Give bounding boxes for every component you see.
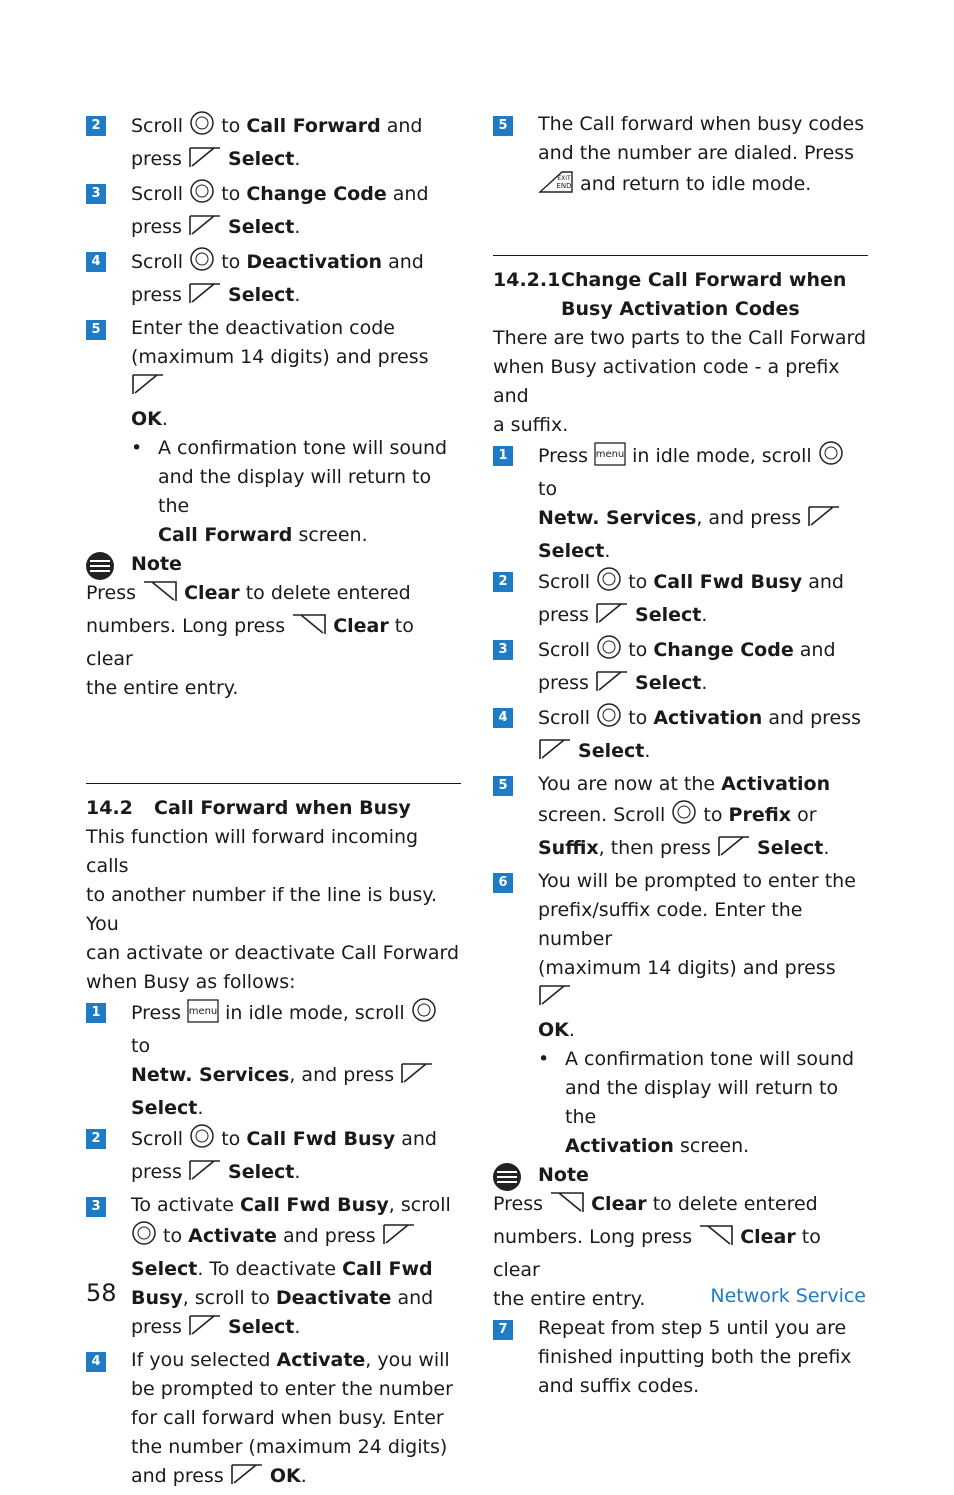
step-number: 4: [86, 252, 106, 272]
scroll-wheel-icon: [131, 1220, 157, 1255]
note-title: Note: [86, 550, 461, 579]
step-3: 3 Scroll to Change Code and press Select.: [86, 178, 461, 246]
softkey-icon: [595, 601, 629, 634]
step-number: 3: [86, 184, 106, 204]
step-1: 1 Press menu in idle mode, scroll to Netw. Services, and press Select.: [86, 997, 461, 1123]
scroll-wheel-icon: [596, 634, 622, 669]
softkey-icon: [538, 983, 572, 1016]
step-number: 5: [493, 116, 513, 136]
softkey-icon: [538, 737, 572, 770]
note-icon: [493, 1163, 521, 1191]
step-4: 4 Scroll to Activation and press Select.: [493, 702, 868, 770]
step-number: 4: [493, 708, 513, 728]
note-icon: [86, 552, 114, 580]
scroll-wheel-icon: [596, 566, 622, 601]
softkey-icon: [717, 834, 751, 867]
svg-text:menu: menu: [595, 449, 625, 460]
step-6: 6 You will be prompted to enter the prefix/suffix code. Enter the number (maximum 14 digits) and press OK. • A confirmation tone will sound and the display will return to the Activation screen.: [493, 867, 868, 1161]
softkey-icon: [188, 145, 222, 178]
step-2: 2 Scroll to Call Fwd Busy and press Select.: [86, 1123, 461, 1191]
clear-key-icon: [142, 579, 178, 612]
scroll-wheel-icon: [189, 246, 215, 281]
softkey-icon: [188, 213, 222, 246]
section-intro: This function will forward incoming calls to another number if the line is busy. You can activate or deactivate Call Forward when Busy as follows:: [86, 826, 460, 993]
softkey-icon: [131, 372, 165, 405]
note-title: Note: [493, 1161, 868, 1190]
softkey-icon: [188, 1158, 222, 1191]
bullet-item: • A confirmation tone will sound and the display will return to the Activation screen.: [538, 1048, 855, 1157]
scroll-wheel-icon: [189, 1123, 215, 1158]
step-1: 1 Press menu in idle mode, scroll to Netw. Services, and press Select.: [493, 440, 868, 566]
clear-key-icon: [698, 1223, 734, 1256]
page-number: 58: [86, 1279, 117, 1307]
scroll-wheel-icon: [671, 799, 697, 834]
softkey-icon: [382, 1222, 416, 1255]
left-column: [86, 110, 461, 1495]
step-5: 5 The Call forward when busy codes and the number are dialed. Press EXIT END and return to idle mode.: [493, 110, 868, 203]
step-2: 2 Scroll to Call Forward and press Select.: [86, 110, 461, 178]
section-intro: There are two parts to the Call Forward when Busy activation code - a prefix and a suffix.: [493, 327, 867, 436]
step-number: 5: [86, 320, 106, 340]
section-name: Network Service: [710, 1285, 866, 1307]
step-3: 3 Scroll to Change Code and press Select.: [493, 634, 868, 702]
svg-text:menu: menu: [188, 1006, 218, 1017]
step-5: 5 You are now at the Activation screen. Scroll to Prefix or Suffix, then press Select.: [493, 770, 868, 867]
step-3: 3 To activate Call Fwd Busy, scroll to Activate and press Select. To deactivate Call Fwd Busy, scroll to Deactivate and press Select.: [86, 1191, 461, 1346]
softkey-icon: [400, 1061, 434, 1094]
step-number: 2: [493, 572, 513, 592]
bullet-item: • A confirmation tone will sound and the display will return to the Call Forward screen.: [131, 437, 448, 546]
menu-key-icon: [187, 999, 219, 1032]
scroll-wheel-icon: [596, 702, 622, 737]
step-7: 7 Repeat from step 5 until you are finished inputting both the prefix and suffix codes.: [493, 1314, 868, 1401]
step-number: 1: [493, 446, 513, 466]
svg-text:EXIT: EXIT: [557, 175, 571, 182]
step-4: 4 If you selected Activate, you will be prompted to enter the number for call forward when busy. Enter the number (maximum 24 digits) and press OK.: [86, 1346, 461, 1495]
scroll-wheel-icon: [189, 178, 215, 213]
menu-key-icon: [594, 442, 626, 475]
right-column: [493, 110, 868, 1401]
section-heading: 14.2 Call Forward when Busy: [86, 783, 461, 823]
step-number: 5: [493, 776, 513, 796]
step-4: 4 Scroll to Deactivation and press Select.: [86, 246, 461, 314]
softkey-icon: [188, 281, 222, 314]
scroll-wheel-icon: [189, 110, 215, 145]
step-5: 5 Enter the deactivation code (maximum 14 digits) and press OK. • A confirmation tone will sound and the display will return to the Call Forward screen.: [86, 314, 461, 550]
note-block: Note Press Clear to delete entered numbers. Long press Clear to clear the entire entry.: [86, 550, 461, 703]
section-heading: 14.2.1Change Call Forward when Busy Activation Codes: [493, 255, 868, 324]
note-block: Note Press Clear to delete entered numbers. Long press Clear to clear the entire entry.: [493, 1161, 868, 1314]
step-number: 3: [86, 1197, 106, 1217]
softkey-icon: [595, 669, 629, 702]
softkey-icon: [807, 504, 841, 537]
step-number: 3: [493, 640, 513, 660]
clear-key-icon: [291, 612, 327, 645]
scroll-wheel-icon: [818, 440, 844, 475]
scroll-wheel-icon: [411, 997, 437, 1032]
step-number: 6: [493, 873, 513, 893]
step-number: 2: [86, 116, 106, 136]
step-number: 1: [86, 1003, 106, 1023]
softkey-icon: [230, 1462, 264, 1495]
svg-text:END: END: [556, 182, 572, 190]
step-2: 2 Scroll to Call Fwd Busy and press Select.: [493, 566, 868, 634]
step-number: 2: [86, 1129, 106, 1149]
softkey-icon: [188, 1313, 222, 1346]
clear-key-icon: [549, 1190, 585, 1223]
end-key-icon: [538, 168, 574, 203]
step-number: 4: [86, 1352, 106, 1372]
step-number: 7: [493, 1320, 513, 1340]
